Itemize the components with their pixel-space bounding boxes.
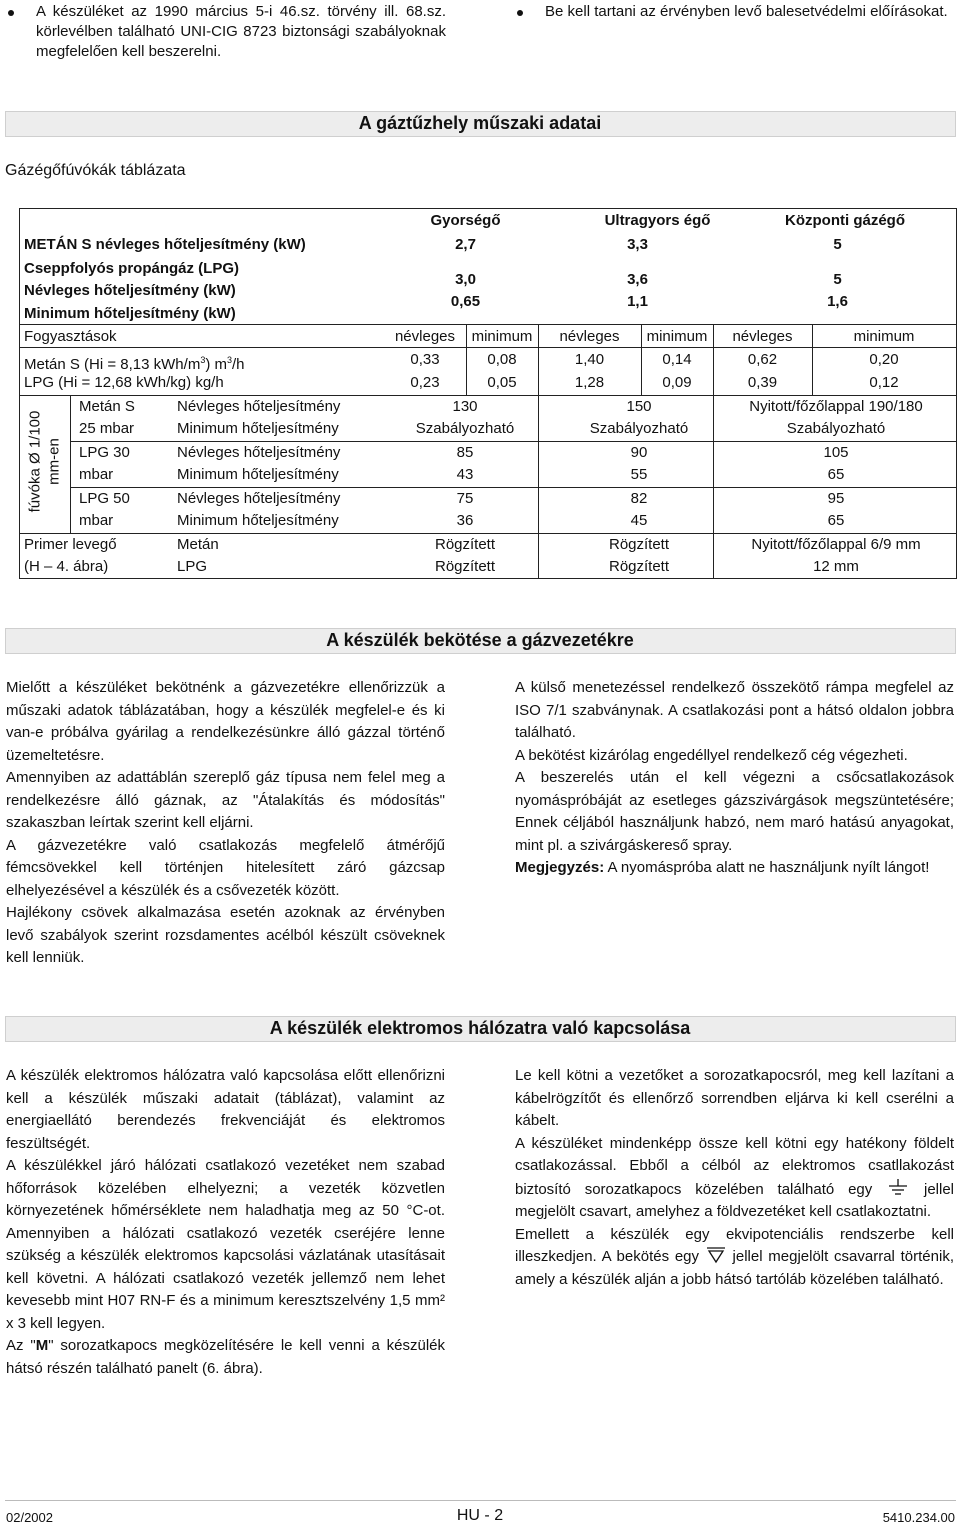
label-text: ) m: [205, 356, 227, 373]
nozzle-value: 45: [630, 512, 648, 529]
nozzle-value: 75: [456, 490, 474, 507]
nozzle-value: 43: [456, 466, 474, 483]
nozzle-value: 150: [626, 398, 652, 415]
nozzle-row-label: Minimum hőteljesítmény: [177, 466, 339, 483]
metan-consumption-value: 0,14: [662, 351, 692, 368]
nozzle-value: 105: [823, 444, 849, 461]
text: jellel megjelölt csavarral történik, amely a készülék alján a jobb hátsó tartóláb közelében található.: [515, 1248, 954, 1288]
nozzle-side-label-unit: mm-en: [45, 438, 63, 485]
paragraph: [6, 1335, 445, 1380]
consumption-nominal-header: névleges: [559, 328, 620, 345]
lpg-label-3: Minimum hőteljesítmény (kW): [24, 305, 236, 322]
primary-air-ref: (H – 4. ábra): [24, 558, 109, 575]
terminal-label: M: [35, 1337, 49, 1354]
consumption-nominal-header: névleges: [732, 328, 793, 345]
nozzle-value: Szabályozható: [589, 420, 689, 437]
section-title-electrical: A készülék elektromos hálózatra való kapcsolása: [269, 1018, 691, 1038]
nozzle-side-label: fúvóka Ø 1/100: [26, 410, 44, 513]
nozzle-value: Szabályozható: [786, 420, 886, 437]
burner-header: Ultragyors égő: [604, 212, 711, 229]
metan-consumption-value: 0,08: [487, 351, 517, 368]
paragraph: Le kell kötni a vezetőket a sorozatkapocsról, meg kell lazítani a kábelrögzítőt és ellenőrző sorrendben eljárva ki kell cserélni a kábelt.: [515, 1067, 954, 1129]
lpg-consumption-value: 0,39: [747, 374, 778, 391]
nozzle-value: 85: [456, 444, 474, 461]
nozzle-value: 82: [630, 490, 648, 507]
nozzle-gas-pressure: 25 mbar: [79, 420, 135, 437]
text: jellel megjelölt csavart, amelyhez a földvezetéket kell csatlakoztatni.: [515, 1180, 955, 1220]
table-subtitle: Gázégőfúvókák táblázata: [5, 162, 186, 179]
paragraph: A gázvezetékre való csatlakozás megfelelő átmérőjű fémcsövekkel kell történjen hitelesített záró gázcsap elhelyezésével a készülék és a csővezeték között.: [6, 836, 445, 899]
lpg-consumption-value: 0,09: [662, 374, 692, 391]
primary-air-gas: Metán: [177, 536, 219, 553]
nozzle-row-label: Névleges hőteljesítmény: [177, 444, 341, 461]
metan-consumption-value: 0,62: [747, 351, 778, 368]
primary-air-gas: LPG: [177, 558, 208, 575]
nozzle-value: 65: [827, 512, 845, 529]
footer-rule: [5, 1500, 956, 1501]
nozzle-gas-pressure: mbar: [79, 512, 114, 529]
primary-air-value: 12 mm: [813, 558, 859, 575]
lpg-minimum-value: 1,6: [827, 293, 848, 310]
lpg-consumption-value: 0,12: [869, 374, 899, 391]
lpg-nominal-value: 3,0: [455, 271, 476, 288]
consumption-minimum-header: minimum: [853, 328, 915, 345]
paragraph: Mielőtt a készüléket bekötnénk a gázvezetékre ellenőrizzük a műszaki adatok táblázatában, hogy a készülék megfelel-e és ki van-e próbálva gyárilag a rendelkezésünkre álló gázzal történő üzemeltetésre.: [6, 679, 445, 764]
consumption-lpg-label: LPG (Hi = 12,68 kWh/kg) kg/h: [24, 374, 224, 391]
paragraph: A bekötést kizárólag engedéllyel rendelkező cég végezheti.: [515, 746, 908, 764]
nozzle-gas-name: Metán S: [79, 398, 135, 415]
gas-connection-left-column: [6, 677, 445, 970]
document-code: 5410.234.00: [882, 1510, 955, 1525]
text: " sorozatkapocs megközelítésére le kell venni a készülék hátsó részén található panelt (6. ábra).: [6, 1337, 445, 1377]
superscript: 3: [227, 355, 233, 365]
table-border: [19, 578, 957, 579]
table-border: [19, 208, 957, 209]
lpg-nominal-value: 3,6: [627, 271, 648, 288]
lpg-label-2: Névleges hőteljesítmény (kW): [24, 282, 236, 299]
nozzle-row-label: Minimum hőteljesítmény: [177, 512, 339, 529]
nozzle-value: 95: [827, 490, 845, 507]
lpg-consumption-value: 0,05: [487, 374, 517, 391]
metan-power-value: 2,7: [455, 236, 476, 253]
table-border: [19, 208, 20, 579]
equipotential-symbol-icon: [705, 1246, 727, 1264]
nozzle-gas-name: LPG 30: [79, 444, 130, 461]
metan-consumption-value: 0,33: [410, 351, 440, 368]
page-number: HU - 2: [456, 1507, 504, 1524]
consumption-label: Fogyasztások: [24, 328, 117, 345]
consumption-minimum-header: minimum: [646, 328, 708, 345]
label-text: Metán S (Hi = 8,13 kWh/m: [24, 356, 201, 373]
section-title-technical: A gáztűzhely műszaki adatai: [358, 113, 602, 133]
footer-date: 02/2002: [6, 1510, 53, 1525]
lpg-consumption-value: 1,28: [574, 374, 605, 391]
burner-header: Gyorségő: [430, 212, 501, 229]
paragraph: A beszerelés után el kell végezni a csőcsatlakozások nyomáspróbáját az esetleges gázszivárgások megszüntetésére; Ennek céljából használjunk habzó, nem maró hatású anyagokat, mint pl. a szivárgáskereső spray.: [515, 769, 954, 854]
lpg-label-1: Cseppfolyós propángáz (LPG): [24, 260, 240, 277]
nozzle-value: Szabályozható: [415, 420, 515, 437]
top-note-right-text: Be kell tartani az érvényben levő balesetvédelmi előírásokat.: [545, 3, 948, 20]
primary-air-value: Rögzített: [434, 558, 496, 575]
metan-consumption-value: 1,40: [574, 351, 605, 368]
label-text: /h: [232, 356, 245, 373]
paragraph: A készülékkel járó hálózati csatlakozó vezetéket nem szabad hőforrások közelében elhelyezni; a vezeték közvetlen környezetének hőmérséklete nem haladhatja meg az 50 °C-ot. Amennyiben a hálózati csatlakozó vezeték cseréjére lenne szükség a készülék elektromos kapcsolási vázlatának utasításait kell követni. A hálózati csatlakozó vezeték jellemző nem lehet kevesebb mint H07 RN-F és a minimum keresztszelvény 1,5 mm² x 3 kell legyen.: [6, 1157, 445, 1332]
nozzle-value: 130: [452, 398, 478, 415]
note-paragraph: [515, 857, 954, 880]
lpg-nominal-value: 5: [833, 271, 842, 288]
paragraph: [515, 1133, 954, 1224]
table-rule: [70, 395, 71, 534]
superscript: 3: [200, 355, 206, 365]
paragraph: A készülék elektromos hálózatra való kapcsolása előtt ellenőrizni kell a készülék műszaki adatait (táblázat), valamint az energiaellátó berendezés frekvenciáját és elektromos feszültségét.: [6, 1067, 445, 1152]
text: A készüléket mindenképp össze kell kötni egy hatékony földelt csatlakozással. Ebből a célból az elektromos csatllakozást biztosító sorozatkapocs közelében található egy: [515, 1134, 954, 1198]
ground-symbol-icon: [886, 1178, 910, 1198]
nozzle-row-label: Névleges hőteljesítmény: [177, 490, 341, 507]
note-text: A nyomáspróba alatt ne használjunk nyílt lángot!: [604, 859, 930, 876]
metan-power-value: 3,3: [627, 236, 648, 253]
metan-consumption-value: 0,20: [869, 351, 899, 368]
nozzle-gas-pressure: mbar: [79, 466, 114, 483]
lpg-minimum-value: 1,1: [627, 293, 648, 310]
nozzle-table: [0, 0, 960, 600]
note-label: Megjegyzés:: [515, 859, 605, 876]
metan-power-label: METÁN S névleges hőteljesítmény (kW): [24, 236, 306, 253]
nozzle-value: 55: [630, 466, 648, 483]
electrical-left-column: [6, 1065, 445, 1380]
paragraph: [515, 1224, 954, 1292]
text: Emellett a készülék egy ekvipotenciális rendszerbe kell illeszkedjen. A bekötés egy: [515, 1225, 954, 1265]
paragraph: Hajlékony csövek alkalmazása esetén azoknak az érvényben levő szabályok szerint rozsdamentes acélból készült csöveknek kell lenniük.: [6, 904, 445, 966]
primary-air-value: Rögzített: [434, 536, 496, 553]
nozzle-row-label: Névleges hőteljesítmény: [177, 398, 341, 415]
lpg-minimum-value: 0,65: [450, 293, 481, 310]
burner-header: Központi gázégő: [785, 212, 905, 229]
paragraph: A külső menetezéssel rendelkező összekötő rámpa megfelel az ISO 7/1 szabványnak. A csatlakozási pont a hátsó oldalon jobbra található.: [515, 679, 954, 741]
primary-air-label: Primer levegő: [24, 536, 117, 553]
paragraph: Amennyiben az adattáblán szereplő gáz típusa nem felel meg a rendelkezésre álló gáznak, az "Átalakítás és módosítás" szakaszban leírtak szerint kell eljárni.: [6, 769, 445, 831]
lpg-consumption-value: 0,23: [410, 374, 440, 391]
table-border: [956, 208, 957, 579]
nozzle-value: 90: [630, 444, 648, 461]
primary-air-value: Rögzített: [608, 536, 670, 553]
nozzle-value: Nyitott/főzőlappal 190/180: [749, 398, 923, 415]
nozzle-row-label: Minimum hőteljesítmény: [177, 420, 339, 437]
nozzle-value: 65: [827, 466, 845, 483]
nozzle-value: 36: [456, 512, 474, 529]
electrical-right-column: [515, 1065, 954, 1291]
text: Az ": [6, 1337, 36, 1354]
metan-power-value: 5: [833, 236, 842, 253]
top-note-left-text: A készüléket az 1990 március 5-i 46.sz. törvény ill. 68.sz. körlevélben található UNI-CIG 8723 biztonsági szabályoknak megfelelően kell beszerelni.: [36, 3, 446, 60]
consumption-nominal-header: névleges: [394, 328, 456, 345]
primary-air-value: Nyitott/főzőlappal 6/9 mm: [751, 536, 921, 553]
section-title-gas-connection: A készülék bekötése a gázvezetékre: [326, 630, 634, 650]
gas-connection-right-column: [515, 677, 954, 880]
nozzle-gas-name: LPG 50: [79, 490, 130, 507]
consumption-minimum-header: minimum: [471, 328, 533, 345]
primary-air-value: Rögzített: [608, 558, 670, 575]
